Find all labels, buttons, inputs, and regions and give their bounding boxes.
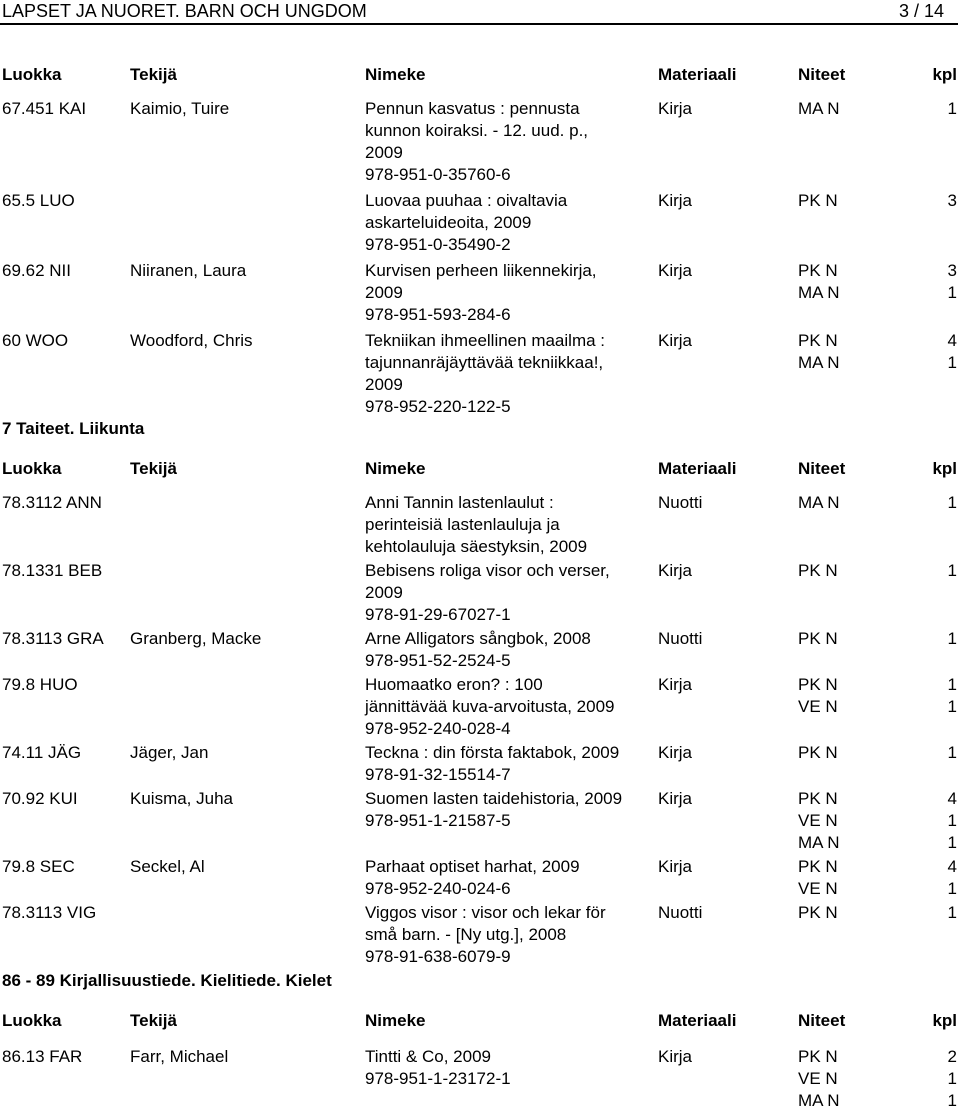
page-header xyxy=(0,0,958,24)
kpl-line: 1 xyxy=(947,697,957,716)
nimeke-line: 978-952-220-122-5 xyxy=(365,397,511,416)
entry-luokka: 60 WOO xyxy=(2,331,69,350)
entry-materiaali: Kirja xyxy=(658,789,693,808)
entry-nimeke xyxy=(365,98,588,186)
niteet-line: VE N xyxy=(798,697,838,716)
column-luokka: Luokka xyxy=(2,459,62,478)
entry-kpl xyxy=(948,856,957,900)
kpl-line: 4 xyxy=(947,789,957,808)
column-nimeke: Nimeke xyxy=(365,1011,426,1030)
entry-materiaali: Nuotti xyxy=(658,493,703,512)
kpl-line: 1 xyxy=(947,879,957,898)
entry-materiaali: Kirja xyxy=(658,675,693,694)
nimeke-line: 978-951-1-21587-5 xyxy=(365,811,511,830)
niteet-line: PK N xyxy=(798,561,838,580)
entry-luokka: 78.1331 BEB xyxy=(2,561,103,580)
entry-nimeke xyxy=(365,742,619,786)
entry-nimeke xyxy=(365,492,587,558)
entry-materiaali: Nuotti xyxy=(658,903,703,922)
kpl-line: 1 xyxy=(947,629,957,648)
entry-niteet xyxy=(798,1046,840,1112)
nimeke-line: 2009 xyxy=(365,375,403,394)
kpl-line: 1 xyxy=(947,675,957,694)
column-niteet: Niteet xyxy=(798,459,846,478)
entry-materiaali: Nuotti xyxy=(658,629,703,648)
entry-niteet xyxy=(798,788,840,854)
niteet-line: PK N xyxy=(798,903,838,922)
kpl-line: 3 xyxy=(947,261,957,280)
entry-materiaali: Kirja xyxy=(658,191,693,210)
column-materiaali: Materiaali xyxy=(658,65,737,84)
entry-nimeke xyxy=(365,674,615,740)
kpl-line: 1 xyxy=(947,493,957,512)
nimeke-line: 978-951-0-35760-6 xyxy=(365,165,511,184)
column-nimeke: Nimeke xyxy=(365,459,426,478)
entry-kpl xyxy=(948,628,957,650)
entry-tekija: Niiranen, Laura xyxy=(130,261,247,280)
entry-luokka: 74.11 JÄG xyxy=(2,743,82,762)
entry-materiaali: Kirja xyxy=(658,1047,693,1066)
kpl-line: 1 xyxy=(947,903,957,922)
column-nimeke: Nimeke xyxy=(365,65,426,84)
kpl-line: 1 xyxy=(947,811,957,830)
entry-niteet xyxy=(798,98,840,120)
nimeke-line: Teckna : din första faktabok, 2009 xyxy=(365,743,620,762)
nimeke-line: 978-952-240-028-4 xyxy=(365,719,511,738)
entry-kpl xyxy=(948,742,957,764)
entry-materiaali: Kirja xyxy=(658,857,693,876)
column-materiaali: Materiaali xyxy=(658,1011,737,1030)
column-luokka: Luokka xyxy=(2,1011,62,1030)
entry-niteet xyxy=(798,902,838,924)
nimeke-line: Anni Tannin lastenlaulut : xyxy=(365,493,554,512)
nimeke-line: 978-91-29-67027-1 xyxy=(365,605,511,624)
nimeke-line: askarteluideoita, 2009 xyxy=(365,213,532,232)
nimeke-line: Suomen lasten taidehistoria, 2009 xyxy=(365,789,623,808)
nimeke-line: 978-951-0-35490-2 xyxy=(365,235,511,254)
nimeke-line: Parhaat optiset harhat, 2009 xyxy=(365,857,580,876)
nimeke-line: 978-952-240-024-6 xyxy=(365,879,511,898)
kpl-line: 3 xyxy=(947,191,957,210)
entry-luokka: 86.13 FAR xyxy=(2,1047,83,1066)
kpl-line: 4 xyxy=(947,331,957,350)
entry-kpl xyxy=(948,788,957,854)
entry-kpl xyxy=(948,260,957,304)
entry-niteet xyxy=(798,492,840,514)
niteet-line: PK N xyxy=(798,675,838,694)
entry-materiaali: Kirja xyxy=(658,99,693,118)
kpl-line: 2 xyxy=(947,1047,957,1066)
niteet-line: MA N xyxy=(798,1091,840,1110)
entry-luokka: 79.8 SEC xyxy=(2,857,75,876)
niteet-line: PK N xyxy=(798,789,838,808)
page-number: 3 / 14 xyxy=(898,1,944,21)
nimeke-line: små barn. - [Ny utg.], 2008 xyxy=(365,925,567,944)
nimeke-line: 978-951-593-284-6 xyxy=(365,305,511,324)
entry-luokka: 65.5 LUO xyxy=(2,191,75,210)
nimeke-line: Viggos visor : visor och lekar för xyxy=(365,903,606,922)
entry-luokka: 70.92 KUI xyxy=(2,789,78,808)
niteet-line: VE N xyxy=(798,879,838,898)
entry-luokka: 69.62 NII xyxy=(2,261,71,280)
entry-niteet xyxy=(798,560,838,582)
kpl-line: 1 xyxy=(947,353,957,372)
header-divider xyxy=(0,23,958,25)
niteet-line: PK N xyxy=(798,261,838,280)
nimeke-line: 2009 xyxy=(365,283,403,302)
column-header-row xyxy=(0,458,960,480)
kpl-line: 1 xyxy=(947,743,957,762)
entry-niteet xyxy=(798,856,838,900)
nimeke-line: Luovaa puuhaa : oivaltavia xyxy=(365,191,568,210)
nimeke-line: 2009 xyxy=(365,583,403,602)
entry-niteet xyxy=(798,742,838,764)
entry-tekija: Farr, Michael xyxy=(130,1047,229,1066)
entry-kpl xyxy=(948,190,957,212)
entry-nimeke xyxy=(365,190,567,256)
entry-kpl xyxy=(948,902,957,924)
entry-nimeke xyxy=(365,856,580,900)
nimeke-line: Bebisens roliga visor och verser, xyxy=(365,561,610,580)
entry-nimeke xyxy=(365,628,591,672)
entry-tekija: Seckel, Al xyxy=(130,857,205,876)
niteet-line: PK N xyxy=(798,857,838,876)
column-luokka: Luokka xyxy=(2,65,62,84)
entry-luokka: 78.3113 GRA xyxy=(2,629,104,648)
column-materiaali: Materiaali xyxy=(658,459,737,478)
nimeke-line: Pennun kasvatus : pennusta xyxy=(365,99,580,118)
entry-nimeke xyxy=(365,560,610,626)
entry-tekija: Woodford, Chris xyxy=(130,331,253,350)
entry-kpl xyxy=(948,674,957,718)
column-niteet: Niteet xyxy=(798,65,846,84)
nimeke-line: kehtolauluja säestyksin, 2009 xyxy=(365,537,588,556)
entry-niteet xyxy=(798,260,840,304)
niteet-line: VE N xyxy=(798,811,838,830)
entry-nimeke xyxy=(365,260,597,326)
niteet-line: VE N xyxy=(798,1069,838,1088)
niteet-line: MA N xyxy=(798,353,840,372)
nimeke-line: perinteisiä lastenlauluja ja xyxy=(365,515,560,534)
nimeke-line: Tekniikan ihmeellinen maailma : xyxy=(365,331,606,350)
column-header-row xyxy=(0,64,960,86)
nimeke-line: 978-91-638-6079-9 xyxy=(365,947,511,966)
kpl-line: 1 xyxy=(947,1069,957,1088)
entry-materiaali: Kirja xyxy=(658,561,693,580)
entry-tekija: Kuisma, Juha xyxy=(130,789,233,808)
column-kpl: kpl xyxy=(932,459,957,478)
entry-niteet xyxy=(798,674,838,718)
kpl-line: 1 xyxy=(947,561,957,580)
entry-kpl xyxy=(948,1046,957,1112)
entry-tekija: Kaimio, Tuire xyxy=(130,99,230,118)
column-kpl: kpl xyxy=(932,1011,957,1030)
nimeke-line: Kurvisen perheen liikennekirja, xyxy=(365,261,597,280)
entry-luokka: 67.451 KAI xyxy=(2,99,87,118)
nimeke-line: 978-91-32-15514-7 xyxy=(365,765,511,784)
kpl-line: 1 xyxy=(947,833,957,852)
entry-niteet xyxy=(798,628,838,650)
niteet-line: MA N xyxy=(798,493,840,512)
entry-nimeke xyxy=(365,902,606,968)
column-header-row xyxy=(0,1010,960,1032)
nimeke-line: tajunnanräjäyttävää tekniikkaa!, xyxy=(365,353,604,372)
entry-luokka: 78.3112 ANN xyxy=(2,493,102,512)
niteet-line: PK N xyxy=(798,331,838,350)
nimeke-line: 978-951-1-23172-1 xyxy=(365,1069,511,1088)
niteet-line: MA N xyxy=(798,99,840,118)
kpl-line: 1 xyxy=(947,1091,957,1110)
entry-materiaali: Kirja xyxy=(658,743,693,762)
kpl-line: 1 xyxy=(947,283,957,302)
niteet-line: PK N xyxy=(798,629,838,648)
nimeke-line: 978-951-52-2524-5 xyxy=(365,651,511,670)
entry-materiaali: Kirja xyxy=(658,261,693,280)
column-tekija: Tekijä xyxy=(130,459,177,478)
entry-materiaali: Kirja xyxy=(658,331,693,350)
nimeke-line: Tintti & Co, 2009 xyxy=(365,1047,491,1066)
entry-nimeke xyxy=(365,1046,511,1090)
section-heading: 7 Taiteet. Liikunta xyxy=(2,419,145,438)
entry-luokka: 78.3113 VIG xyxy=(2,903,97,922)
entry-kpl xyxy=(948,560,957,582)
nimeke-line: jännittävää kuva-arvoitusta, 2009 xyxy=(365,697,615,716)
entry-kpl xyxy=(948,98,957,120)
entry-kpl xyxy=(948,330,957,374)
entry-nimeke xyxy=(365,330,605,418)
entry-niteet xyxy=(798,330,840,374)
niteet-line: PK N xyxy=(798,1047,838,1066)
nimeke-line: kunnon koiraksi. - 12. uud. p., xyxy=(365,121,589,140)
column-niteet: Niteet xyxy=(798,1011,846,1030)
niteet-line: PK N xyxy=(798,743,838,762)
kpl-line: 1 xyxy=(947,99,957,118)
entry-nimeke xyxy=(365,788,622,832)
entry-luokka: 79.8 HUO xyxy=(2,675,78,694)
column-tekija: Tekijä xyxy=(130,65,177,84)
entry-niteet xyxy=(798,190,838,212)
nimeke-line: Arne Alligators sångbok, 2008 xyxy=(365,629,591,648)
niteet-line: PK N xyxy=(798,191,838,210)
entry-tekija: Jäger, Jan xyxy=(130,743,209,762)
column-tekija: Tekijä xyxy=(130,1011,177,1030)
column-kpl: kpl xyxy=(932,65,957,84)
nimeke-line: 2009 xyxy=(365,143,403,162)
niteet-line: MA N xyxy=(798,833,840,852)
page-title: LAPSET JA NUORET. BARN OCH UNGDOM xyxy=(2,1,367,21)
entry-tekija: Granberg, Macke xyxy=(130,629,262,648)
niteet-line: MA N xyxy=(798,283,840,302)
kpl-line: 4 xyxy=(947,857,957,876)
nimeke-line: Huomaatko eron? : 100 xyxy=(365,675,543,694)
section-heading: 86 - 89 Kirjallisuustiede. Kielitiede. Kielet xyxy=(2,971,332,990)
entry-kpl xyxy=(948,492,957,514)
